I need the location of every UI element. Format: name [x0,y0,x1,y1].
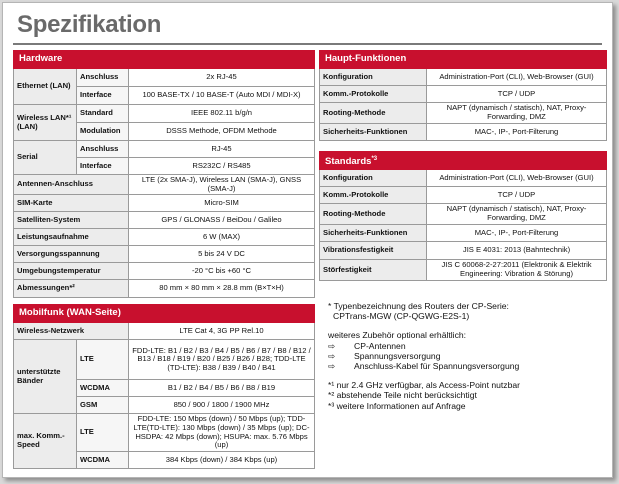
type-note-line2: CPTrans-MGW (CP-QGWG-E2S-1) [333,311,470,322]
wlan-modulation-value: DSSS Methode, OFDM Methode [129,123,315,141]
function-row-value: MAC-, IP-, Port-Filterung [427,124,607,141]
standard-row-value: JIS C 60068-2-27:2011 (Elektronik & Elektrik Engineering: Vibration & Störung) [427,260,607,281]
ethernet-label: Ethernet (LAN) [14,69,77,105]
standards-header [320,152,607,170]
mobile-header: Mobilfunk (WAN-Seite) [14,305,315,323]
spec-row-label: Versorgungsspannung [14,246,129,263]
lte-speed-value: FDD-LTE: 150 Mbps (down) / 50 Mbps (up); TDD-LTE(TD-LTE): 130 Mbps (down) / 35 Mbps (up); DC-HSDPA: 42 Mbps (down); HSUPA: max. 5.76 Mbps (up) [129,414,315,452]
wcdma-bands-value: B1 / B2 / B4 / B5 / B6 / B8 / B19 [129,380,315,397]
spec-row-value: Micro-SIM [129,195,315,212]
function-row-value: TCP / UDP [427,86,607,103]
wlan-standard-value: IEEE 802.11 b/g/n [129,105,315,123]
title-divider [13,43,602,45]
lte-bands-value: FDD-LTE: B1 / B2 / B3 / B4 / B5 / B6 / B7 / B8 / B12 / B13 / B18 / B19 / B20 / B25 / B26 / B28; TDD-LTE (TD-LTE): B38 / B39 / B40 / B41 [129,340,315,380]
spec-row-label: Leistungsaufnahme [14,229,129,246]
wcdma-bands-label: WCDMA [77,380,129,397]
lte-speed-label: LTE [77,414,129,452]
accessory-item [328,361,608,371]
page-title: Spezifikation [17,11,162,38]
speed-label: max. Komm.-Speed [14,414,77,469]
hardware-header: Hardware [14,51,315,69]
standard-row-value: NAPT (dynamisch / statisch), NAT, Proxy-Forwarding, DMZ [427,204,607,225]
spec-row-label: Satelliten-System [14,212,129,229]
serial-interface-label: Interface [77,158,129,175]
wcdma-speed-value: 384 Kbps (down) / 384 Kbps (up) [129,452,315,469]
network-value: LTE Cat 4, 3G PP Rel.10 [129,323,315,340]
wlan-label: Wireless LAN*¹ (LAN) [14,105,77,141]
function-row-value: Administration-Port (CLI), Web-Browser (GUI) [427,69,607,86]
standard-row-value: TCP / UDP [427,187,607,204]
spec-row-value: 80 mm × 80 mm × 28.8 mm (B×T×H) [129,280,315,298]
standard-row-label: Komm.-Protokolle [320,187,427,204]
accessory-label: Anschluss-Kabel für Spannungsversorgung [354,361,520,372]
arrow-right-icon: ⇨ [328,361,336,372]
standard-row-label: Störfestigkeit [320,260,427,281]
footnote: *² abstehende Teile nicht berücksichtigt [328,390,477,401]
spec-page [2,2,613,478]
wlan-standard-label: Standard [77,105,129,123]
standards-header-text: Standards [325,155,372,167]
standards-header-footnote: *3 [371,155,378,162]
network-label: Wireless-Netzwerk [14,323,129,340]
ethernet-interface-value: 100 BASE-TX / 10 BASE-T (Auto MDI / MDI-X) [129,87,315,105]
spec-row-value: LTE (2x SMA-J), Wireless LAN (SMA-J), GNSS (SMA-J) [129,175,315,195]
gsm-bands-value: 850 / 900 / 1800 / 1900 MHz [129,397,315,414]
accessory-label: Spannungsversorgung [354,350,441,361]
main-functions-header: Haupt-Funktionen [320,51,607,69]
standard-row-label: Sicherheits-Funktionen [320,225,427,242]
notes-block [328,301,608,411]
standard-row-value: MAC-, IP-, Port-Filterung [427,225,607,242]
ethernet-connector-value: 2x RJ-45 [129,69,315,87]
accessories-intro: weiteres Zubehör optional erhältlich: [328,330,467,341]
lte-bands-label: LTE [77,340,129,380]
functions-table [319,50,607,281]
function-row-label: Konfiguration [320,69,427,86]
standard-row-value: Administration-Port (CLI), Web-Browser (GUI) [427,170,607,187]
spec-row-value: 5 bis 24 V DC [129,246,315,263]
spec-row-value: GPS / GLONASS / BeiDou / Galileo [129,212,315,229]
function-row-label: Komm.-Protokolle [320,86,427,103]
function-row-label: Sicherheits-Funktionen [320,124,427,141]
wcdma-speed-label: WCDMA [77,452,129,469]
footnote: *¹ nur 2.4 GHz verfügbar, als Access-Point nutzbar [328,380,521,391]
spec-row-label: Umgebungstemperatur [14,263,129,280]
accessory-item [328,341,608,351]
standard-row-label: Rooting-Methode [320,204,427,225]
function-row-value: NAPT (dynamisch / statisch), NAT, Proxy-Forwarding, DMZ [427,103,607,124]
ethernet-interface-label: Interface [77,87,129,105]
wlan-modulation-label: Modulation [77,123,129,141]
serial-interface-value: RS232C / RS485 [129,158,315,175]
arrow-right-icon: ⇨ [328,350,336,361]
serial-connector-value: RJ-45 [129,141,315,158]
spec-row-label: Abmessungen*² [14,280,129,298]
serial-connector-label: Anschluss [77,141,129,158]
spec-row-value: 6 W (MAX) [129,229,315,246]
spec-row-label: SIM-Karte [14,195,129,212]
standard-row-label: Vibrationsfestigkeit [320,242,427,260]
gsm-bands-label: GSM [77,397,129,414]
spec-row-value: -20 °C bis +60 °C [129,263,315,280]
serial-label: Serial [14,141,77,175]
bands-label: unterstützte Bänder [14,340,77,414]
standard-row-label: Konfiguration [320,170,427,187]
function-row-label: Rooting-Methode [320,103,427,124]
hardware-table [13,50,315,469]
footnote: *³ weitere Informationen auf Anfrage [328,400,466,411]
accessory-label: CP-Antennen [354,340,406,351]
ethernet-connector-label: Anschluss [77,69,129,87]
arrow-right-icon: ⇨ [328,340,336,351]
spec-row-label: Antennen-Anschluss [14,175,129,195]
accessory-item [328,351,608,361]
standard-row-value: JIS E 4031: 2013 (Bahntechnik) [427,242,607,260]
type-note-line1: * Typenbezeichnung des Routers der CP-Serie: [328,301,509,311]
